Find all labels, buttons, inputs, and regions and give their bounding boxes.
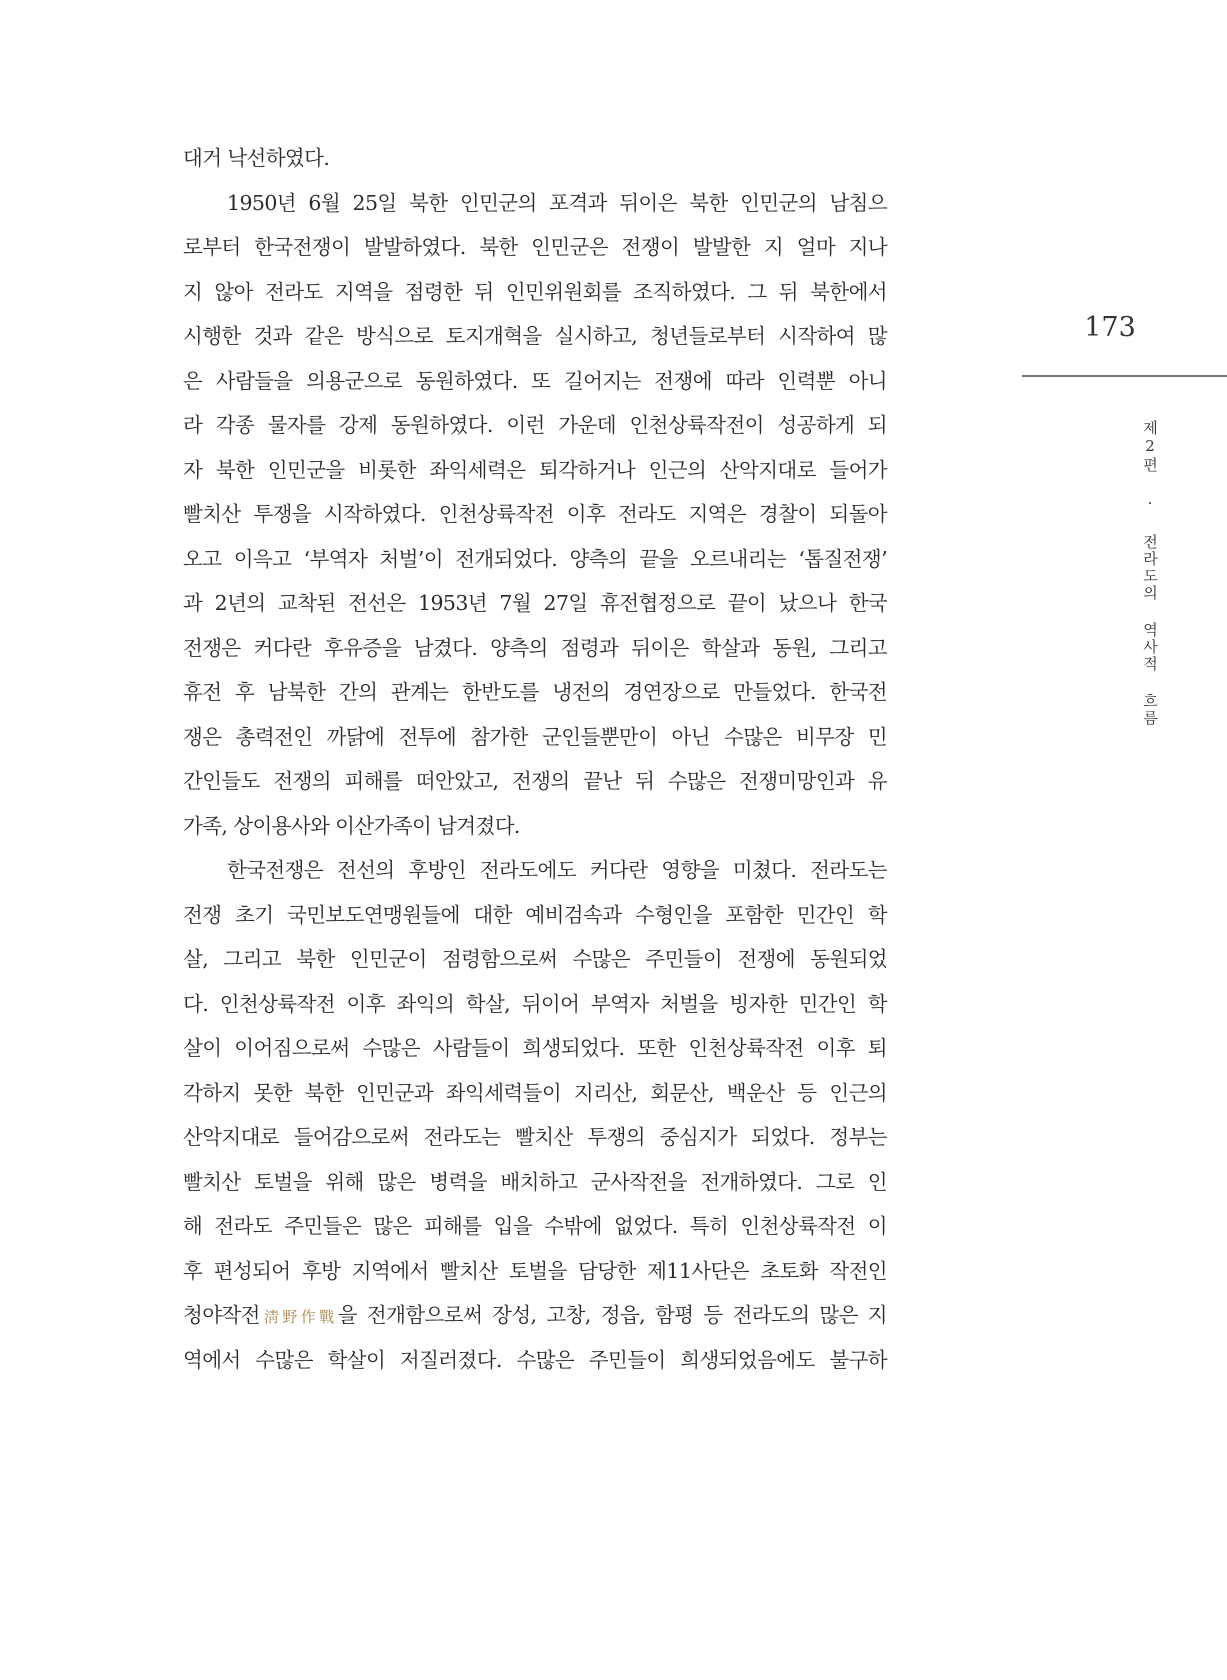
- page-number: 173: [1084, 312, 1136, 343]
- text-line: 역에서 수많은 학살이 저질러졌다. 수많은 주민들이 희생되었음에도 불구하: [183, 1347, 887, 1372]
- text-segment: 청야작전: [183, 1303, 260, 1327]
- text-line: 1950년 6월 25일 북한 인민군의 포격과 뒤이은 북한 인민군의 남침으: [227, 190, 887, 215]
- body-text: [183, 136, 887, 1382]
- text-line: 라 각종 물자를 강제 동원하였다. 이런 가운데 인천상륙작전이 성공하게 되: [183, 413, 887, 437]
- text-line: 다. 인천상륙작전 이후 좌익의 학살, 뒤이어 부역자 처벌을 빙자한 민간인 학: [183, 991, 887, 1016]
- text-line: 빨치산 투쟁을 시작하였다. 인천상륙작전 이후 전라도 지역은 경찰이 되돌아: [183, 502, 887, 526]
- text-line: 자 북한 인민군을 비롯한 좌익세력은 퇴각하거나 인근의 산악지대로 들어가: [183, 457, 887, 482]
- text-line: 후 편성되어 후방 지역에서 빨치산 토벌을 담당한 제11사단은 초토화 작전인: [183, 1258, 887, 1283]
- text-line: 한국전쟁은 전선의 후방인 전라도에도 커다란 영향을 미쳤다. 전라도는: [227, 858, 887, 882]
- text-line: 지 않아 전라도 지역을 점령한 뒤 인민위원회를 조직하였다. 그 뒤 북한에서: [183, 279, 887, 304]
- text-line: 로부터 한국전쟁이 발발하였다. 북한 인민군은 전쟁이 발발한 지 얼마 지나: [183, 235, 887, 259]
- text-line: [183, 1293, 887, 1338]
- text-line: 전쟁 초기 국민보도연맹원들에 대한 예비검속과 수형인을 포함한 민간인 학: [183, 902, 887, 927]
- text-line: 휴전 후 남북한 간의 관계는 한반도를 냉전의 경연장으로 만들었다. 한국전: [183, 680, 887, 704]
- text-line: 전쟁은 커다란 후유증을 남겼다. 양측의 점령과 뒤이은 학살과 동원, 그리고: [183, 635, 887, 660]
- text-line: 각하지 못한 북한 인민군과 좌익세력들이 지리산, 회문산, 백운산 등 인근의: [183, 1080, 887, 1105]
- text-line: 살, 그리고 북한 인민군이 점령함으로써 수많은 주민들이 전쟁에 동원되었: [183, 947, 887, 971]
- text-line: 산악지대로 들어감으로써 전라도는 빨치산 투쟁의 중심지가 되었다. 정부는: [183, 1125, 887, 1149]
- text-line: 간인들도 전쟁의 피해를 떠안았고, 전쟁의 끝난 뒤 수많은 전쟁미망인과 유: [183, 769, 887, 793]
- text-line: 가족, 상이용사와 이산가족이 남겨졌다.: [183, 813, 520, 838]
- running-title: 제2편 · 전라도의 역사적 흐름: [1141, 420, 1159, 727]
- text-segment: 을 전개함으로써 장성, 고창, 정읍, 함평 등 전라도의 많은 지: [337, 1303, 887, 1327]
- margin-rule: [1022, 375, 1227, 377]
- text-line: 살이 이어짐으로써 수많은 사람들이 희생되었다. 또한 인천상륙작전 이후 퇴: [183, 1036, 887, 1060]
- text-line: 시행한 것과 같은 방식으로 토지개혁을 실시하고, 청년들로부터 시작하여 많: [183, 324, 887, 348]
- text-line: 쟁은 총력전인 까닭에 전투에 참가한 군인들뿐만이 아닌 수많은 비무장 민: [183, 724, 887, 749]
- text-line: 해 전라도 주민들은 많은 피해를 입을 수밖에 없었다. 특히 인천상륙작전 이: [183, 1214, 887, 1238]
- text-line: 빨치산 토벌을 위해 많은 병력을 배치하고 군사작전을 전개하였다. 그로 인: [183, 1169, 887, 1194]
- text-line: 과 2년의 교착된 전선은 1953년 7월 27일 휴전협정으로 끝이 났으나 한국: [183, 591, 887, 615]
- text-line: 은 사람들을 의용군으로 동원하였다. 또 길어지는 전쟁에 따라 인력뿐 아니: [183, 368, 887, 393]
- hanja-annotation: 淸野作戰: [259, 1308, 338, 1326]
- text-line: 대거 낙선하였다.: [183, 146, 330, 170]
- text-line: 오고 이윽고 ‘부역자 처벌’이 전개되었다. 양측의 끝을 오르내리는 ‘톱질전쟁’: [183, 546, 887, 571]
